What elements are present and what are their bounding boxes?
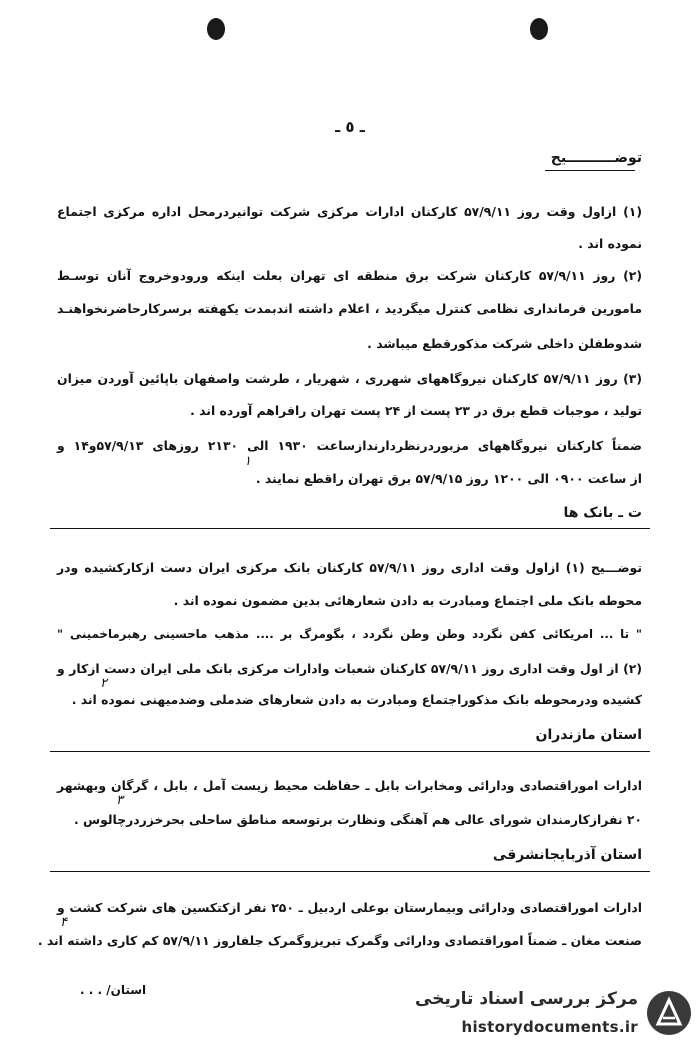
text-line: تولید ، موجبات قطع برق در ۲۳ پست از ۲۴ پست تهران رافراهم آورده اند . — [190, 403, 642, 418]
text-line: ادارات اموراقتصادی ودارائی ومخابرات بابل ـ حفاظت محیط زیست آمل ، بابل ، گرگان وبهشهر — [57, 778, 642, 793]
punch-hole-left — [207, 18, 225, 40]
text-line: ادارات اموراقتصادی ودارائی وبیمارستان بوعلی اردبیل ـ ۲۵۰ نفر ازکتکسین های شرکت کشت و — [57, 900, 642, 915]
text-line: ضمناً کارکنان نیروگاههای مزبوردرنظردارندازساعت ۱۹۳۰ الی ۲۱۳۰ روزهای ۵۷/۹/۱۳و۱۴ و — [57, 438, 642, 453]
text-line: (۳) روز ۵۷/۹/۱۱ کارکنان نیروگاههای شهرری ، شهریار ، طرشت واصفهان باپائین آوردن میزان — [57, 371, 643, 386]
section-heading-azarbaijan: استان آذربایجانشرقی — [492, 847, 642, 863]
punch-hole-right — [530, 18, 548, 40]
section-divider — [50, 528, 650, 529]
margin-mark: ۲ — [100, 676, 107, 691]
heading-underline — [545, 170, 635, 171]
section-divider — [50, 751, 650, 752]
text-line: ۲۰ نفرازکارمندان شورای عالی هم آهنگی ونظارت برتوسعه مناطق ساحلی بحرخزردرچالوس . — [74, 812, 642, 827]
text-line: صنعت مغان ـ ضمناً اموراقتصادی ودارائی وگمرک تبریزوگمرک جلفاروز ۵۷/۹/۱۱ کم کاری داشته اند . — [37, 933, 642, 948]
text-line: نموده اند . — [578, 236, 642, 251]
section-heading-tozih: توضــــــــــيح — [550, 150, 642, 166]
archive-logo-icon — [646, 990, 692, 1036]
watermark-title: مرکز بررسی اسناد تاریخی — [415, 989, 638, 1009]
page-number: ـ ٥ ـ — [335, 118, 365, 136]
watermark — [402, 986, 700, 1048]
section-divider — [50, 871, 650, 872]
margin-mark: ۴ — [60, 915, 67, 930]
section-heading-mazandaran: استان مازندران — [535, 727, 642, 743]
margin-mark: ۱ — [244, 454, 251, 469]
watermark-url: historydocuments.ir — [461, 1018, 638, 1036]
margin-mark: ۳ — [116, 793, 123, 808]
text-line: (۲) روز ۵۷/۹/۱۱ کارکنان شرکت برق منطقه ای تهران بعلت اینکه ورودوخروج آنان توسـط — [57, 268, 642, 283]
text-line: از ساعت ۰۹۰۰ الی ۱۲۰۰ روز ۵۷/۹/۱۵ برق تهران راقطع نمایند . — [255, 471, 642, 486]
section-heading-banks: ت ـ بانک ها — [563, 505, 642, 521]
continuation-note: استان/ . . . — [80, 983, 147, 997]
text-line: (۱) ازاول وقت روز ۵۷/۹/۱۱ کارکنان ادارات مرکزی شرکت توانیردرمحل اداره مرکزی اجتماع — [57, 204, 642, 219]
text-line: مامورین فرمانداری نظامی کنترل میگردید ، اعلام داشته اندبمدت یکهفته برسرکارحاضرنخواهنـد — [57, 301, 642, 316]
text-line: توضـــیح (۱) ازاول وقت اداری روز ۵۷/۹/۱۱ کارکنان بانک مرکزی ایران دست ازکارکشیده ودر — [57, 560, 642, 575]
text-line: " تا ... امریکائی کفن نگردد وطن وطن نگردد ، بگومرگ بر .... مذهب ماحسینی رهبرماخمینی " — [57, 627, 642, 641]
text-line: (۲) از اول وقت اداری روز ۵۷/۹/۱۱ کارکنان شعبات وادارات مرکزی بانک ملی ایران دست ازکار و — [57, 661, 642, 676]
text-line: محوطه بانک ملی اجتماع ومبادرت به دادن شعارهائی بدین مضمون نموده اند . — [173, 593, 642, 608]
text-line: شدوطفلن داخلی شرکت مذکورقطع میباشد . — [367, 336, 642, 351]
text-line: کشیده ودرمحوطه بانک مذکوراجتماع ومبادرت به دادن شعارهای ضدملی وضدمیهنی نموده اند . — [71, 692, 642, 707]
